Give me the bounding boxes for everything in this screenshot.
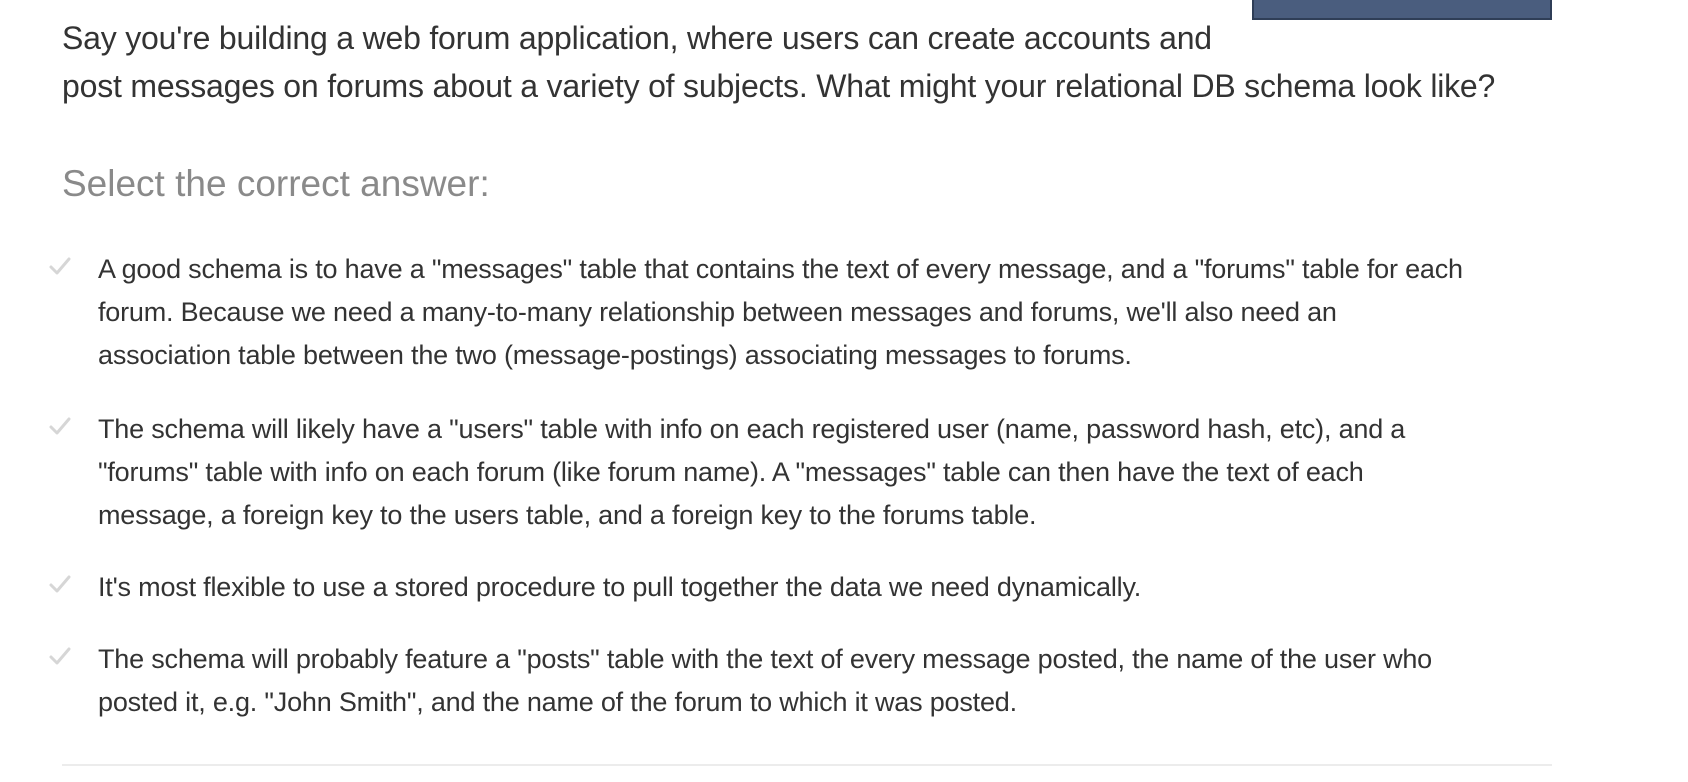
question-line: Say you're building a web forum application, where users can create accounts and — [62, 20, 1212, 56]
answer-option-text — [98, 248, 1548, 377]
select-answer-prompt: Select the correct answer: — [62, 163, 490, 204]
answer-option-line: The schema will likely have a "users" table with info on each registered user (name, password hash, etc), and a — [98, 414, 1406, 444]
check-icon — [48, 254, 72, 278]
question-line: post messages on forums about a variety of subjects. What might your relational DB schema look like? — [62, 68, 1496, 104]
answer-option-line: posted it, e.g. "John Smith", and the name of the forum to which it was posted. — [98, 687, 1017, 717]
answer-option-line: The schema will probably feature a "posts" table with the text of every message posted, the name of the user who — [98, 644, 1432, 674]
answer-option-line: association table between the two (message-postings) associating messages to forums. — [98, 340, 1132, 370]
check-icon — [48, 644, 72, 668]
check-icon — [48, 572, 72, 596]
answer-option-line: It's most flexible to use a stored procedure to pull together the data we need dynamically. — [98, 572, 1142, 602]
question-text — [62, 14, 1496, 110]
answer-option-line: message, a foreign key to the users table, and a foreign key to the forums table. — [98, 500, 1037, 530]
answer-option-text — [98, 566, 1548, 609]
check-icon — [48, 414, 72, 438]
answer-option-line: A good schema is to have a "messages" table that contains the text of every message, and a "forums" table for each — [98, 254, 1463, 284]
divider — [62, 764, 1552, 766]
answer-option-text — [98, 408, 1548, 537]
answer-option-line: "forums" table with info on each forum (like forum name). A "messages" table can then have the text of each — [98, 457, 1364, 487]
answer-option-text — [98, 638, 1548, 724]
answer-option-line: forum. Because we need a many-to-many relationship between messages and forums, we'll also need an — [98, 297, 1337, 327]
